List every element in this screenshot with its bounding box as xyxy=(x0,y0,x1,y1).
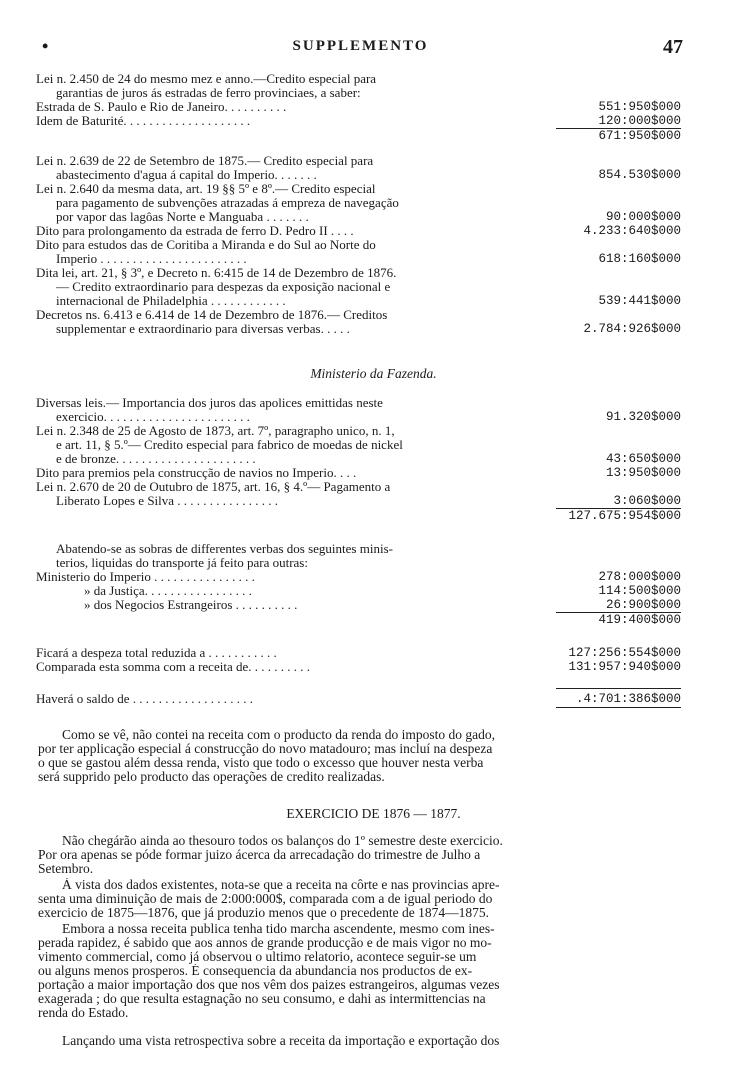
ledger-row-text: Dito para estudos das de Coritiba a Miranda e do Sul ao Norte do xyxy=(36,238,376,252)
ledger-row-text: Comparada esta somma com a receita de. . . . . . . . . . xyxy=(36,660,310,674)
ledger-row-amount: 114:500$000 xyxy=(598,584,681,598)
paragraph-line: Á vista dos dados existentes, nota-se que a receita na côrte e nas provincias apre- xyxy=(62,878,500,892)
ledger-row xyxy=(36,570,681,584)
ledger-row-text: exercicio. . . . . . . . . . . . . . . . . . . . . . . xyxy=(56,410,250,424)
paragraph-line: exercicio de 1875—1876, que já produzio menos que o precedente de 1874—1875. xyxy=(38,906,489,920)
paragraph-line: portação a maior importação dos que nos vêm dos paizes estrangeiros, algumas vezes xyxy=(38,978,500,992)
ledger-row-amount: 91.320$000 xyxy=(605,410,681,424)
ledger-row xyxy=(36,72,681,86)
ledger-row xyxy=(36,598,681,612)
paragraph-receita xyxy=(38,878,678,920)
ledger-row-amount: 539:441$000 xyxy=(598,294,681,308)
ledger-row xyxy=(36,424,681,438)
ledger-block-fazenda xyxy=(36,396,681,522)
ledger-total-amount: 127.675:954$000 xyxy=(556,508,681,523)
ledger-row xyxy=(36,182,681,196)
ledger-row-amount: 551:950$000 xyxy=(598,100,681,114)
ledger-row-text: Lei n. 2.670 de 20 de Outubro de 1875, art. 16, § 4.º— Pagamento a xyxy=(36,480,391,494)
paragraph-line: exagerada ; do que resulta estagnação no seu consumo, e dahi as intermittencias na xyxy=(38,992,486,1006)
ledger-block-totals xyxy=(36,646,681,674)
ledger-row-text: Ficará a despeza total reduzida a . . . . . . . . . . . xyxy=(36,646,277,660)
paragraph-marcha xyxy=(38,922,678,1020)
ledger-total-amount: 671:950$000 xyxy=(556,128,681,143)
ledger-row-text: — Credito extraordinario para despezas da exposição nacional e xyxy=(56,280,391,294)
ledger-row xyxy=(36,238,681,252)
ledger-row-amount: 120:000$000 xyxy=(598,114,681,128)
ledger-row-amount: 2.784:926$000 xyxy=(583,322,681,336)
ledger-row xyxy=(36,646,681,660)
ledger-block-balance xyxy=(36,692,681,706)
ledger-row-text: Lei n. 2.640 da mesma data, art. 19 §§ 5º e 8º.— Credito especial xyxy=(36,182,376,196)
ledger-row-text: internacional de Philadelphia . . . . . . . . . . . . xyxy=(56,294,286,308)
ledger-row xyxy=(36,266,681,280)
ledger-block-credits-imperio xyxy=(36,154,681,336)
ledger-row-amount: 131:957:940$000 xyxy=(568,660,681,674)
ledger-row xyxy=(36,396,681,410)
ledger-row xyxy=(36,168,681,182)
paragraph-line: perada rapidez, é sabido que aos annos de grande producção e de mais vigor no mo- xyxy=(38,936,492,950)
ledger-row xyxy=(36,322,681,336)
ledger-row-text: supplementar e extraordinario para diversas verbas. . . . . xyxy=(56,322,350,336)
balance-rule-top xyxy=(556,688,681,689)
ledger-row-text: » da Justiça. . . . . . . . . . . . . . . . . xyxy=(84,584,252,598)
ledger-row-text: Liberato Lopes e Silva . . . . . . . . . . . . . . . . xyxy=(56,494,279,508)
header-bullet: • xyxy=(42,36,49,56)
ledger-block-deductions xyxy=(36,542,681,626)
ledger-row-text: Dito para premios pela construcção de navios no Imperio. . . . xyxy=(36,466,357,480)
ledger-row-amount: .4:701:386$000 xyxy=(575,692,681,706)
ledger-block-credits-railways xyxy=(36,72,681,142)
ledger-row-text: Idem de Baturité. . . . . . . . . . . . . . . . . . . . xyxy=(36,114,251,128)
ledger-row-text: Estrada de S. Paulo e Rio de Janeiro. . . . . . . . . . xyxy=(36,100,287,114)
ledger-row xyxy=(36,224,681,238)
ledger-row-text: Imperio . . . . . . . . . . . . . . . . . . . . . . . xyxy=(56,252,247,266)
paragraph-line: Setembro. xyxy=(38,862,94,876)
ledger-row-amount: 4.233:640$000 xyxy=(583,224,681,238)
ledger-total-amount: 419:400$000 xyxy=(556,612,681,627)
ledger-row xyxy=(36,584,681,598)
paragraph-retrospectiva xyxy=(38,1034,678,1048)
paragraph-line: senta uma diminuição de mais de 2:000:000$, comparada com a de igual periodo do xyxy=(38,892,493,906)
balance-rule-bottom xyxy=(556,707,681,708)
ledger-row xyxy=(36,494,681,508)
ledger-row xyxy=(36,556,681,570)
ledger-row xyxy=(36,660,681,674)
ledger-row-text: Dita lei, art. 21, § 3º, e Decreto n. 6:415 de 14 de Dezembro de 1876. xyxy=(36,266,397,280)
section-heading-fazenda: Ministerio da Fazenda. xyxy=(310,366,437,381)
ledger-row-text: e de bronze. . . . . . . . . . . . . . . . . . . . . . xyxy=(56,452,256,466)
ledger-row-text: Lei n. 2.639 de 22 de Setembro de 1875.— Credito especial para xyxy=(36,154,374,168)
ledger-row-text: abastecimento d'agua á capital do Imperio. . . . . . . xyxy=(56,168,317,182)
ledger-row-amount: 43:650$000 xyxy=(605,452,681,466)
paragraph-line: Como se vê, não contei na receita com o producto da renda do imposto do gado, xyxy=(62,728,496,742)
paragraph-line: ou alguns menos prosperos. É consequencia da abundancia nos productos de ex- xyxy=(38,964,473,978)
ledger-row-text: por vapor das lagôas Norte e Manguaba . . . . . . . xyxy=(56,210,309,224)
paragraph-line: Por ora apenas se póde formar juizo ácerca da arrecadação do trimestre de Julho a xyxy=(38,848,481,862)
ledger-row-text: garantias de juros ás estradas de ferro provinciaes, a saber: xyxy=(56,86,361,100)
ledger-row-amount: 3:060$000 xyxy=(613,494,681,508)
ledger-row xyxy=(36,308,681,322)
ledger-row xyxy=(36,252,681,266)
ledger-row xyxy=(36,410,681,424)
ledger-row-amount: 90:000$000 xyxy=(605,210,681,224)
ledger-row xyxy=(36,280,681,294)
ledger-row xyxy=(36,100,681,114)
ledger-row-amount: 854.530$000 xyxy=(598,168,681,182)
ledger-row-text: Ministerio do Imperio . . . . . . . . . . . . . . . . xyxy=(36,570,255,584)
paragraph-balancos xyxy=(38,834,678,876)
ledger-row xyxy=(36,154,681,168)
paragraph-line: por ter applicação especial á construcção do novo matadouro; mas incluí na despeza xyxy=(38,742,493,756)
page-number: 47 xyxy=(663,36,683,58)
ledger-row-text: Decretos ns. 6.413 e 6.414 de 14 de Dezembro de 1876.— Creditos xyxy=(36,308,388,322)
ledger-row-amount: 278:000$000 xyxy=(598,570,681,584)
ledger-row-text: Dito para prolongamento da estrada de ferro D. Pedro II . . . . xyxy=(36,224,354,238)
paragraph-line: Embora a nossa receita publica tenha tido marcha ascendente, mesmo com ines- xyxy=(62,922,495,936)
ledger-row xyxy=(36,114,681,128)
paragraph-line: o que se gastou além dessa renda, visto que todo o excesso que houver nesta verba xyxy=(38,756,484,770)
ledger-row xyxy=(36,438,681,452)
ledger-row-text: Haverá o saldo de . . . . . . . . . . . . . . . . . . . xyxy=(36,692,253,706)
running-title: SUPPLEMENTO xyxy=(292,38,429,54)
ledger-row xyxy=(36,542,681,556)
ledger-row-amount: 26:900$000 xyxy=(605,598,681,612)
paragraph-gado xyxy=(38,728,678,784)
paragraph-line: Não chegárão ainda ao thesouro todos os balanços do 1º semestre deste exercicio. xyxy=(62,834,503,848)
ledger-row xyxy=(36,480,681,494)
ledger-row-text: e art. 11, § 5.º— Credito especial para fabrico de moedas de nickel xyxy=(56,438,403,452)
section-heading-exercicio: EXERCICIO DE 1876 — 1877. xyxy=(286,806,461,821)
ledger-row xyxy=(36,692,681,706)
paragraph-line: renda do Estado. xyxy=(38,1006,129,1020)
ledger-row-amount: 618:160$000 xyxy=(598,252,681,266)
paragraph-line: vimento commercial, como já observou o ultimo relatorio, acontece seguir-se um xyxy=(38,950,477,964)
ledger-row xyxy=(36,210,681,224)
ledger-row-text: » dos Negocios Estrangeiros . . . . . . . . . . xyxy=(84,598,298,612)
ledger-row xyxy=(36,452,681,466)
ledger-row xyxy=(36,508,681,522)
ledger-row-amount: 127:256:554$000 xyxy=(568,646,681,660)
page-header xyxy=(38,36,683,60)
paragraph-line: será supprido pelo producto das operações de credito realizadas. xyxy=(38,770,385,784)
ledger-row-text: terios, liquidas do transporte já feito para outras: xyxy=(56,556,308,570)
ledger-row xyxy=(36,466,681,480)
ledger-row-text: Diversas leis.— Importancia dos juros das apolices emittidas neste xyxy=(36,396,383,410)
paragraph-line: Lançando uma vista retrospectiva sobre a receita da importação e exportação dos xyxy=(62,1034,500,1048)
ledger-row-text: Lei n. 2.348 de 25 de Agosto de 1873, art. 7º, paragrapho unico, n. 1, xyxy=(36,424,395,438)
ledger-row-amount: 13:950$000 xyxy=(605,466,681,480)
ledger-row xyxy=(36,196,681,210)
ledger-row xyxy=(36,612,681,626)
ledger-row-text: Abatendo-se as sobras de differentes verbas dos seguintes minis- xyxy=(56,542,393,556)
ledger-row xyxy=(36,86,681,100)
ledger-row-text: Lei n. 2.450 de 24 do mesmo mez e anno.—Credito especial para xyxy=(36,72,377,86)
ledger-row-text: para pagamento de subvenções atrazadas á empreza de navegação xyxy=(56,196,399,210)
ledger-row xyxy=(36,294,681,308)
ledger-row xyxy=(36,128,681,142)
